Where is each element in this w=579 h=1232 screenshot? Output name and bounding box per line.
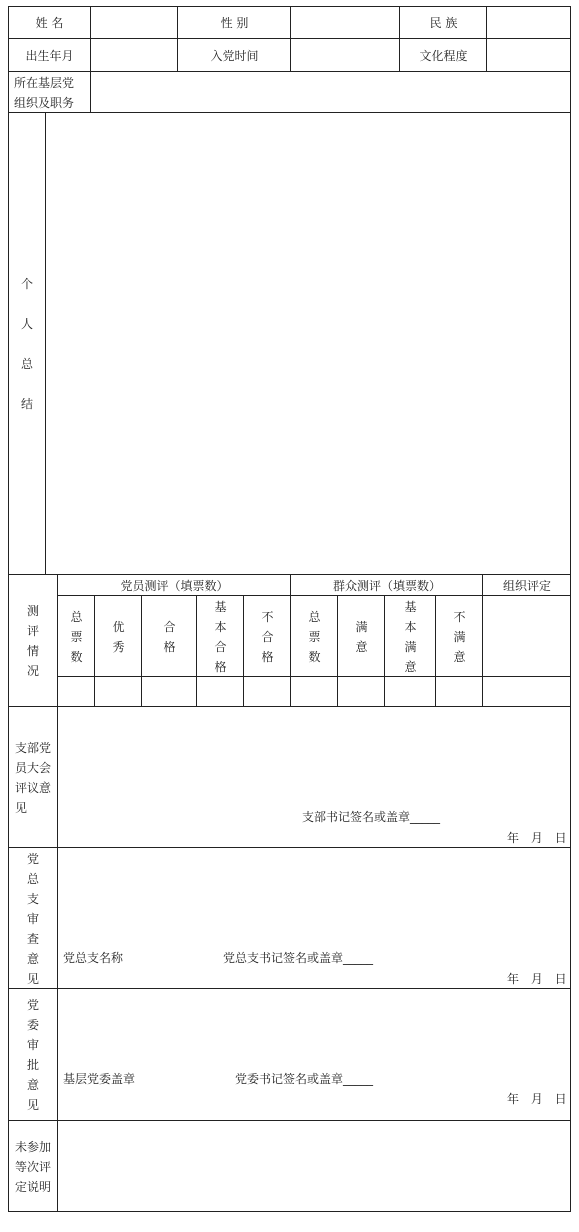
mass-eval-header: 群众测评（填票数） — [332, 578, 441, 593]
birth-label: 出生年月 — [25, 48, 74, 63]
party-excellent-label: 优 秀 — [112, 619, 125, 654]
mass-satisfied-label: 满 意 — [355, 619, 368, 654]
party-qualified-label: 合 格 — [163, 619, 176, 654]
education-label: 文化程度 — [419, 48, 468, 63]
education-field[interactable] — [487, 39, 571, 72]
party-basic-qualified-field[interactable] — [197, 677, 244, 707]
party-excellent-field[interactable] — [95, 677, 142, 707]
org-position-label — [8, 72, 91, 113]
party-total-votes-field[interactable] — [58, 677, 95, 707]
org-rating-header: 组织评定 — [502, 578, 551, 593]
branch-opinion-label: 支部党 员大会 评议意 见 — [14, 740, 51, 815]
general-branch-date[interactable]: 年 月 日 — [507, 972, 567, 986]
party-unqualified-header — [244, 596, 291, 677]
party-unqualified-label: 不 合 格 — [261, 609, 274, 664]
birth-field[interactable] — [91, 39, 178, 72]
branch-opinion-label-cell — [8, 707, 58, 848]
org-position-label-text: 所在基层党 组织及职务 — [14, 75, 75, 110]
committee-date[interactable]: 年 月 日 — [507, 1092, 567, 1106]
org-rating-field[interactable] — [483, 596, 571, 707]
general-branch-label: 党 总 支 审 查 意 见 — [26, 851, 39, 986]
mass-total-votes-header — [291, 596, 338, 677]
mass-total-votes-field[interactable] — [291, 677, 338, 707]
general-branch-label-cell — [8, 848, 58, 989]
committee-secretary-signature[interactable]: 党委书记签名或盖章_____ — [235, 1072, 374, 1086]
branch-secretary-signature[interactable]: 支部书记签名或盖章_____ — [302, 810, 441, 824]
committee-approval-label: 党 委 审 批 意 见 — [26, 998, 39, 1112]
mass-satisfied-header — [338, 596, 385, 677]
party-total-votes-label: 总 票 数 — [70, 609, 83, 664]
evaluation-label-cell — [8, 575, 58, 707]
gender-field[interactable] — [291, 6, 400, 39]
general-branch-name-field[interactable]: 党总支名称 — [63, 951, 124, 965]
join-date-field[interactable] — [291, 39, 400, 72]
name-field[interactable] — [91, 6, 178, 39]
ethnicity-field[interactable] — [487, 6, 571, 39]
absence-label: 未参加 等次评 定说明 — [14, 1139, 51, 1194]
branch-date[interactable]: 年 月 日 — [507, 831, 567, 845]
mass-unsatisfied-header — [436, 596, 483, 677]
join-date-label: 入党时间 — [210, 48, 259, 63]
mass-basic-satisfied-field[interactable] — [385, 677, 436, 707]
party-eval-header: 党员测评（填票数） — [120, 578, 229, 593]
absence-field[interactable] — [58, 1121, 571, 1212]
party-total-votes-header — [58, 596, 95, 677]
party-basic-qualified-label: 基 本 合 格 — [214, 599, 227, 674]
mass-total-votes-label: 总 票 数 — [308, 609, 321, 664]
gender-label: 性 别 — [220, 15, 249, 30]
name-label: 姓 名 — [35, 15, 64, 30]
absence-label-cell — [8, 1121, 58, 1212]
party-unqualified-field[interactable] — [244, 677, 291, 707]
org-position-field[interactable] — [91, 72, 571, 113]
mass-satisfied-field[interactable] — [338, 677, 385, 707]
party-qualified-field[interactable] — [142, 677, 197, 707]
committee-approval-label-cell — [8, 989, 58, 1121]
mass-unsatisfied-label: 不 满 意 — [453, 609, 466, 664]
mass-basic-satisfied-header — [385, 596, 436, 677]
personal-summary-label: 个 人 总 结 — [20, 277, 33, 411]
personal-summary-field[interactable] — [46, 113, 571, 575]
general-branch-field[interactable] — [58, 848, 571, 989]
committee-stamp-field[interactable]: 基层党委盖章 — [63, 1072, 136, 1086]
party-basic-qualified-header — [197, 596, 244, 677]
branch-opinion-field[interactable] — [58, 707, 571, 848]
mass-unsatisfied-field[interactable] — [436, 677, 483, 707]
general-branch-secretary-signature[interactable]: 党总支书记签名或盖章_____ — [223, 951, 374, 965]
mass-basic-satisfied-label: 基 本 满 意 — [404, 599, 417, 674]
evaluation-label: 测 评 情 况 — [26, 604, 39, 678]
party-qualified-header — [142, 596, 197, 677]
personal-summary-label-cell — [8, 113, 46, 575]
ethnicity-label: 民 族 — [429, 15, 458, 30]
committee-approval-field[interactable] — [58, 989, 571, 1121]
party-excellent-header — [95, 596, 142, 677]
